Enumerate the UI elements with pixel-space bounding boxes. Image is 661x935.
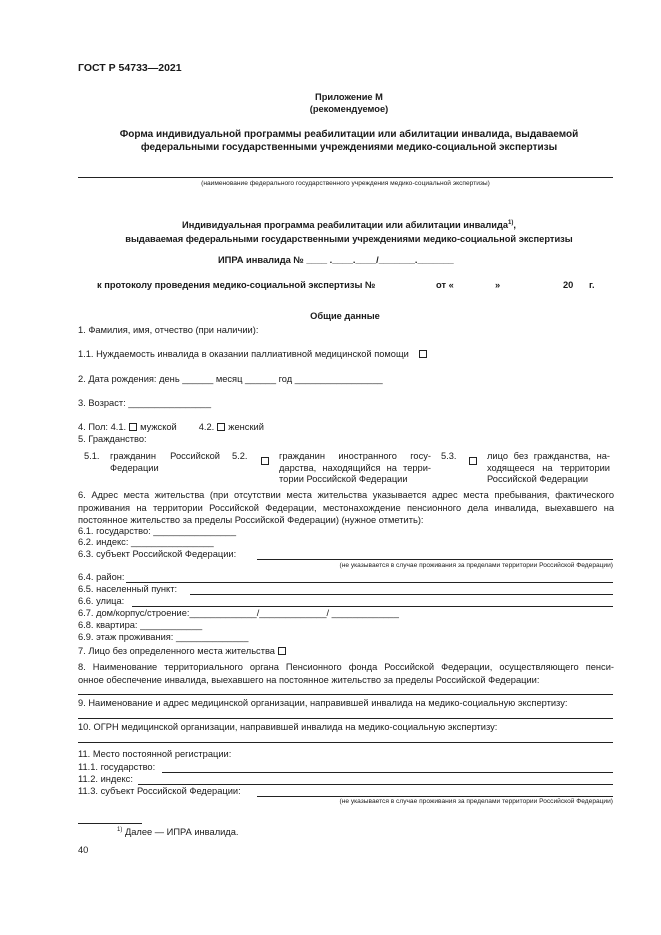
form-title-line2: федеральными государственными учреждениями медико-социальной экспертизы — [140, 142, 558, 153]
ipra-number: ИПРА инвалида № ____ .____.____/_______._______ — [218, 255, 454, 265]
field-birth-date: 2. Дата рождения: день ______ месяц ______ год _________________ — [78, 374, 383, 384]
field-country: 6.1. государство: ________________ — [78, 526, 237, 536]
citizenship-5-3-label: лицо без гражданства, на- ходящееся на территории Российской Федерации — [487, 451, 610, 484]
district-line — [126, 582, 613, 583]
field-registration-postal-code: 11.2. индекс: — [78, 774, 133, 784]
field-sex: 4. Пол: 4.1. мужской 4.2. женский — [78, 422, 264, 432]
appendix-title: Приложение М — [315, 92, 383, 102]
field-medical-organization: 9. Наименование и адрес медицинской организации, направившей инвалида на медико-социальную экспертизу: — [78, 698, 568, 708]
ogrn-line — [78, 742, 613, 743]
citizenship-5-3-checkbox[interactable] — [466, 451, 480, 469]
standard-number: ГОСТ Р 54733—2021 — [78, 62, 182, 74]
footnote-separator — [78, 823, 142, 824]
registration-postal-code-line — [138, 784, 613, 785]
protocol-text: к протоколу проведения медико-социальной экспертизы № — [97, 280, 376, 290]
field-postal-code: 6.2. индекс: ________________ — [78, 537, 214, 547]
field-citizenship: 5. Гражданство: — [78, 434, 147, 444]
field-floor: 6.9. этаж проживания: ______________ — [78, 632, 249, 642]
field-full-name: 1. Фамилия, имя, отчество (при наличии): — [78, 325, 259, 335]
citizenship-5-2-label: гражданин иностранного госу- дарства, находящийся на терри- тории Российской Федерации — [279, 451, 431, 484]
protocol-year-suffix: г. — [589, 280, 595, 290]
citizenship-5-3-number: 5.3. — [441, 451, 457, 461]
locality-line — [190, 594, 613, 595]
appendix-subtitle: (рекомендуемое) — [309, 104, 389, 114]
section-title: Общие данные — [310, 311, 380, 321]
field-pension-fund: 8. Наименование территориального органа Пенсионного фонда Российской Федерации, осуществляющего пенси- онное обеспечение инвалида, выехавшего на постоянное жительство за пределы Российской Федерации: — [78, 662, 614, 685]
medical-organization-line — [78, 718, 613, 719]
institution-line — [78, 177, 613, 178]
protocol-from: от « — [436, 280, 454, 290]
field-building: 6.7. дом/корпус/строение:_____________/_____________/ _____________ — [78, 608, 399, 618]
field-no-fixed-abode: 7. Лицо без определенного места жительства — [78, 646, 289, 656]
registration-country-line — [162, 772, 613, 773]
program-title-line2: выдаваемая федеральными государственными учреждениями медико-социальной экспертизы — [125, 234, 573, 244]
protocol-quote-close: » — [495, 280, 501, 290]
registration-region-line — [257, 796, 613, 797]
field-palliative: 1.1. Нуждаемость инвалида в оказании паллиативной медицинской помощи — [78, 349, 430, 359]
street-line — [132, 606, 613, 607]
citizenship-5-2-number: 5.2. — [232, 451, 248, 461]
field-region: 6.3. субъект Российской Федерации: — [78, 549, 237, 559]
field-street: 6.6. улица: — [78, 596, 125, 606]
citizenship-5-1-label: гражданин Российской Федерации — [110, 451, 220, 473]
institution-caption: (наименование федерального государственного учреждения медико-социальной экспертизы) — [201, 180, 490, 187]
pension-fund-line — [78, 694, 613, 695]
field-locality: 6.5. населенный пункт: — [78, 584, 178, 594]
citizenship-5-2-checkbox[interactable] — [258, 451, 272, 469]
field-district: 6.4. район: — [78, 572, 125, 582]
field-registration-region: 11.3. субъект Российской Федерации: — [78, 786, 241, 796]
citizenship-5-1-number: 5.1. — [84, 451, 100, 461]
footnote: $^{1)}$ Далее — ИПРА инвалида. — [117, 827, 239, 838]
region-caption: (не указывается в случае проживания за пределами территории Российской Федерации) — [339, 562, 613, 569]
male-checkbox[interactable] — [129, 423, 137, 431]
field-apartment: 6.8. квартира: ____________ — [78, 620, 203, 630]
no-fixed-abode-checkbox[interactable] — [278, 647, 286, 655]
region-line — [257, 559, 613, 560]
field-registration: 11. Место постоянной регистрации: — [78, 749, 232, 759]
field-age: 3. Возраст: ________________ — [78, 398, 212, 408]
field-ogrn: 10. ОГРН медицинской организации, направившей инвалида на медико-социальную экспертизу: — [78, 722, 498, 732]
protocol-year: 20 — [563, 280, 574, 290]
registration-region-caption: (не указывается в случае проживания за пределами территории Российской Федерации) — [339, 798, 613, 805]
field-registration-country: 11.1. государство: — [78, 762, 156, 772]
form-title-line1: Форма индивидуальной программы реабилитации или абилитации инвалида, выдаваемой — [119, 129, 579, 140]
palliative-checkbox[interactable] — [419, 350, 427, 358]
field-residence-address: 6. Адрес места жительства (при отсутствии места жительства указывается адрес места пребывания, фактического проживания на территории Российской Федерации, местонахождение пенсионного дела инвалида, выехавшего на постоянное жительство за пределы Российской Федерации) (нужное отметить): — [78, 490, 614, 525]
page-number: 40 — [78, 845, 89, 855]
female-checkbox[interactable] — [217, 423, 225, 431]
program-title-line1: Индивидуальная программа реабилитации или абилитации инвалида$^{1)}$, — [182, 220, 516, 231]
